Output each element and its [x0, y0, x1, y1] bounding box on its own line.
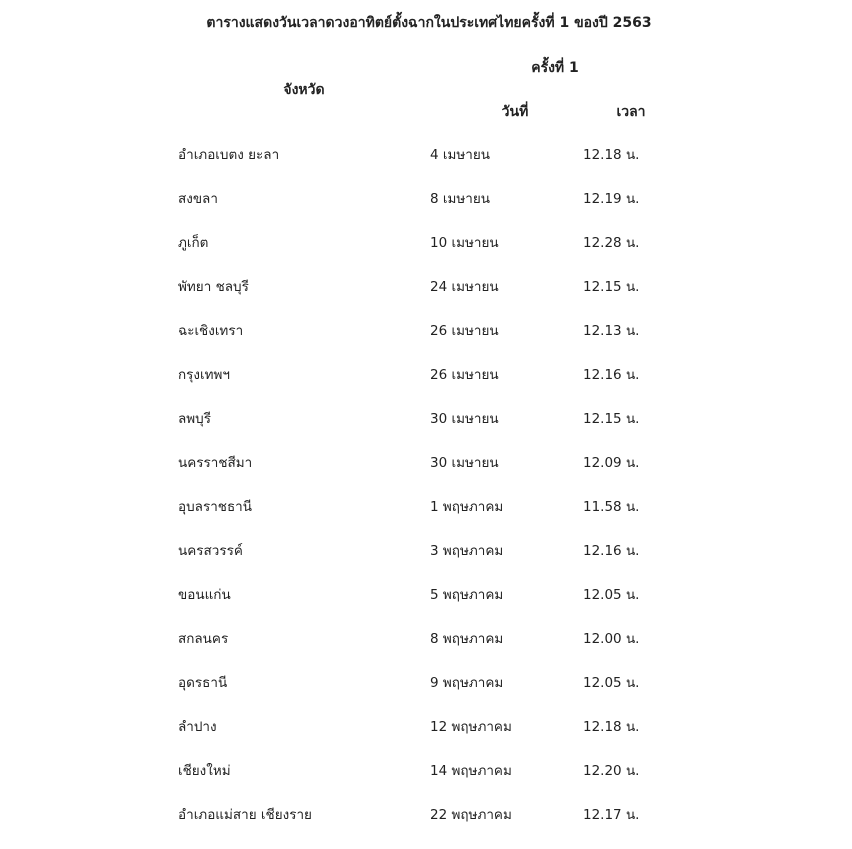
date-cell: 3 พฤษภาคม [430, 543, 504, 559]
province-cell: พัทยา ชลบุรี [178, 279, 249, 295]
province-cell: ขอนแก่น [178, 587, 231, 603]
date-cell: 30 เมษายน [430, 411, 499, 427]
province-cell: ลพบุรี [178, 411, 211, 427]
province-cell: ฉะเชิงเทรา [178, 323, 244, 339]
province-cell: นครสวรรค์ [178, 543, 243, 559]
time-cell: 12.00 น. [583, 631, 640, 647]
date-cell: 5 พฤษภาคม [430, 587, 504, 603]
province-cell: อุบลราชธานี [178, 499, 252, 515]
province-cell: อำเภอเบตง ยะลา [178, 147, 280, 163]
province-cell: นครราชสีมา [178, 455, 253, 471]
date-cell: 26 เมษายน [430, 323, 499, 339]
time-cell: 12.18 น. [583, 719, 640, 735]
table-row [0, 277, 852, 321]
date-cell: 22 พฤษภาคม [430, 807, 512, 823]
time-cell: 12.28 น. [583, 235, 640, 251]
table-body [0, 145, 852, 849]
time-cell: 12.16 น. [583, 543, 640, 559]
time-cell: 12.19 น. [583, 191, 640, 207]
table-row [0, 365, 852, 409]
time-column-header: เวลา [616, 104, 646, 120]
province-column-header: จังหวัด [283, 82, 325, 98]
date-cell: 8 เมษายน [430, 191, 491, 207]
province-cell: อำเภอแม่สาย เชียงราย [178, 807, 312, 823]
table-row [0, 585, 852, 629]
table-row [0, 189, 852, 233]
province-cell: เชียงใหม่ [178, 763, 231, 779]
time-cell: 11.58 น. [583, 499, 640, 515]
table-row [0, 321, 852, 365]
date-cell: 8 พฤษภาคม [430, 631, 504, 647]
time-cell: 12.13 น. [583, 323, 640, 339]
round-column-header: ครั้งที่ 1 [531, 60, 579, 76]
table-row [0, 453, 852, 497]
page-title: ตารางแสดงวันเวลาดวงอาทิตย์ตั้งฉากในประเทศไทยครั้งที่ 1 ของปี 2563 [206, 15, 652, 31]
table-row [0, 717, 852, 761]
time-cell: 12.05 น. [583, 587, 640, 603]
time-cell: 12.18 น. [583, 147, 640, 163]
date-cell: 24 เมษายน [430, 279, 499, 295]
date-cell: 9 พฤษภาคม [430, 675, 504, 691]
table-row [0, 233, 852, 277]
province-cell: ลำปาง [178, 719, 217, 735]
date-cell: 10 เมษายน [430, 235, 499, 251]
time-cell: 12.15 น. [583, 411, 640, 427]
table-row [0, 673, 852, 717]
time-cell: 12.16 น. [583, 367, 640, 383]
time-cell: 12.05 น. [583, 675, 640, 691]
table-row [0, 629, 852, 673]
date-cell: 4 เมษายน [430, 147, 491, 163]
table-row [0, 761, 852, 805]
time-cell: 12.20 น. [583, 763, 640, 779]
province-cell: สกลนคร [178, 631, 229, 647]
date-cell: 1 พฤษภาคม [430, 499, 504, 515]
province-cell: กรุงเทพฯ [178, 367, 231, 383]
date-column-header: วันที่ [501, 104, 529, 120]
table-row [0, 409, 852, 453]
table-row [0, 497, 852, 541]
province-cell: อุดรธานี [178, 675, 228, 691]
time-cell: 12.09 น. [583, 455, 640, 471]
table-row [0, 805, 852, 849]
province-cell: ภูเก็ต [178, 235, 209, 251]
time-cell: 12.17 น. [583, 807, 640, 823]
date-cell: 26 เมษายน [430, 367, 499, 383]
date-cell: 12 พฤษภาคม [430, 719, 512, 735]
time-cell: 12.15 น. [583, 279, 640, 295]
table-row [0, 541, 852, 585]
date-cell: 30 เมษายน [430, 455, 499, 471]
province-cell: สงขลา [178, 191, 218, 207]
date-cell: 14 พฤษภาคม [430, 763, 512, 779]
table-row [0, 145, 852, 189]
